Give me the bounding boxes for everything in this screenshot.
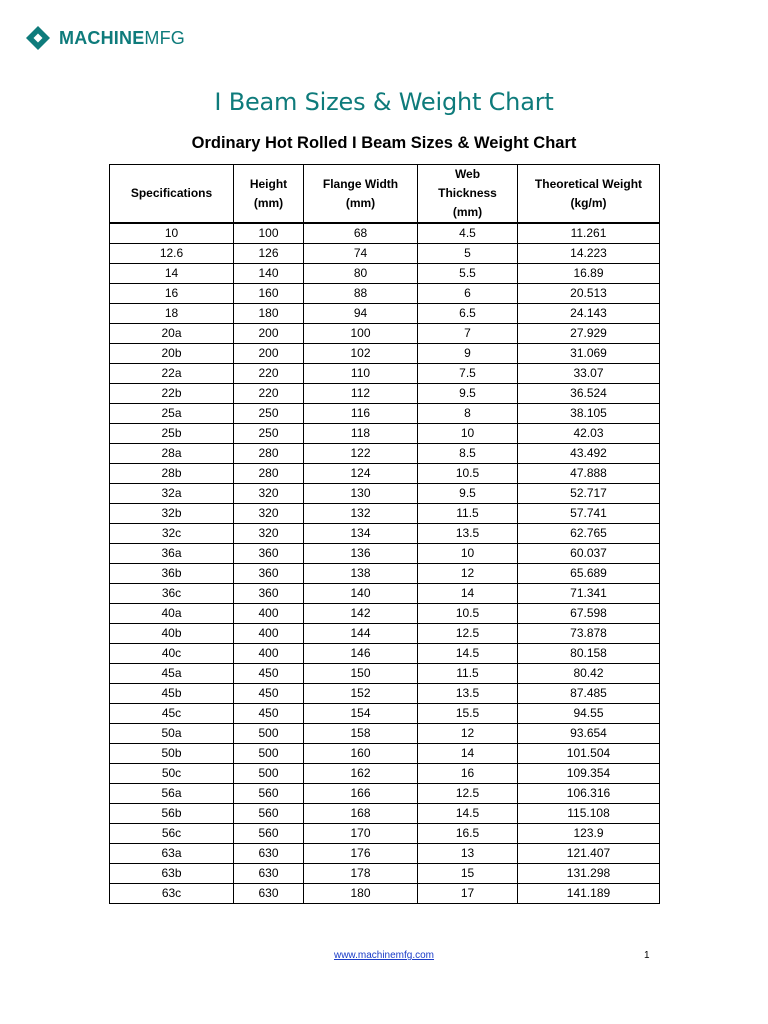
cell-web-thickness: 12 [418,564,518,584]
table-row [110,724,660,744]
cell-flange-width: 166 [304,784,418,804]
cell-height: 180 [234,304,304,324]
cell-height: 320 [234,484,304,504]
cell-theoretical-weight: 80.42 [518,664,660,684]
cell-flange-width: 112 [304,384,418,404]
header-line: Thickness [438,186,497,200]
cell-theoretical-weight: 73.878 [518,624,660,644]
cell-specifications: 22a [110,364,234,384]
cell-web-thickness: 10.5 [418,604,518,624]
cell-web-thickness: 13.5 [418,524,518,544]
cell-height: 100 [234,223,304,244]
cell-height: 630 [234,884,304,904]
diamond-logo-icon [26,26,50,50]
cell-theoretical-weight: 52.717 [518,484,660,504]
cell-web-thickness: 15 [418,864,518,884]
cell-flange-width: 150 [304,664,418,684]
header-line: Flange Width [322,176,399,191]
cell-height: 630 [234,864,304,884]
cell-height: 400 [234,624,304,644]
cell-specifications: 12.6 [110,244,234,264]
cell-specifications: 28a [110,444,234,464]
cell-flange-width: 110 [304,364,418,384]
table-row [110,244,660,264]
cell-web-thickness: 5 [418,244,518,264]
cell-web-thickness: 6.5 [418,304,518,324]
cell-specifications: 50b [110,744,234,764]
cell-flange-width: 146 [304,644,418,664]
cell-specifications: 18 [110,304,234,324]
cell-theoretical-weight: 60.037 [518,544,660,564]
cell-web-thickness: 13 [418,844,518,864]
cell-specifications: 50c [110,764,234,784]
cell-specifications: 36b [110,564,234,584]
table-row [110,264,660,284]
brand-name [59,26,185,50]
cell-web-thickness: 14.5 [418,804,518,824]
table-row [110,824,660,844]
cell-flange-width: 130 [304,484,418,504]
cell-height: 280 [234,444,304,464]
cell-specifications: 56a [110,784,234,804]
cell-height: 450 [234,684,304,704]
cell-web-thickness: 14 [418,744,518,764]
table-row [110,764,660,784]
cell-theoretical-weight: 14.223 [518,244,660,264]
table-row [110,744,660,764]
table-row [110,223,660,244]
cell-height: 450 [234,664,304,684]
page-number: 1 [644,950,650,961]
chart-subtitle: Ordinary Hot Rolled I Beam Sizes & Weight Chart [191,134,577,152]
cell-specifications: 40a [110,604,234,624]
cell-specifications: 45b [110,684,234,704]
cell-specifications: 20a [110,324,234,344]
cell-theoretical-weight: 101.504 [518,744,660,764]
cell-theoretical-weight: 121.407 [518,844,660,864]
table-row [110,384,660,404]
cell-flange-width: 158 [304,724,418,744]
cell-theoretical-weight: 80.158 [518,644,660,664]
cell-specifications: 16 [110,284,234,304]
cell-web-thickness: 9.5 [418,384,518,404]
table-row [110,304,660,324]
cell-web-thickness: 12.5 [418,624,518,644]
cell-flange-width: 102 [304,344,418,364]
cell-web-thickness: 11.5 [418,664,518,684]
header-row [110,165,660,224]
cell-specifications: 36a [110,544,234,564]
header-theoretical-weight [518,165,660,224]
cell-web-thickness: 10 [418,424,518,444]
cell-web-thickness: 9 [418,344,518,364]
cell-flange-width: 142 [304,604,418,624]
cell-height: 250 [234,424,304,444]
cell-theoretical-weight: 33.07 [518,364,660,384]
cell-specifications: 63c [110,884,234,904]
cell-theoretical-weight: 109.354 [518,764,660,784]
cell-height: 450 [234,704,304,724]
table-row [110,404,660,424]
cell-flange-width: 118 [304,424,418,444]
table-body [110,223,660,904]
cell-height: 500 [234,724,304,744]
cell-flange-width: 134 [304,524,418,544]
cell-web-thickness: 12 [418,724,518,744]
cell-theoretical-weight: 123.9 [518,824,660,844]
cell-specifications: 25b [110,424,234,444]
table-row [110,804,660,824]
table-row [110,484,660,504]
table-row [110,864,660,884]
table-row [110,284,660,304]
cell-specifications: 45c [110,704,234,724]
cell-flange-width: 170 [304,824,418,844]
cell-specifications: 22b [110,384,234,404]
cell-web-thickness: 11.5 [418,504,518,524]
cell-flange-width: 132 [304,504,418,524]
cell-theoretical-weight: 94.55 [518,704,660,724]
cell-height: 200 [234,344,304,364]
cell-web-thickness: 12.5 [418,784,518,804]
cell-specifications: 63a [110,844,234,864]
cell-height: 360 [234,584,304,604]
cell-theoretical-weight: 20.513 [518,284,660,304]
table-header [110,165,660,224]
header-specifications [110,165,234,224]
table-row [110,704,660,724]
cell-height: 560 [234,784,304,804]
brand-name-light: MFG [144,28,185,48]
table-row [110,604,660,624]
header-line: Web [454,167,481,181]
cell-flange-width: 116 [304,404,418,424]
table-row [110,884,660,904]
header-line: Height [249,176,288,191]
cell-flange-width: 160 [304,744,418,764]
header-height [234,165,304,224]
brand-name-bold: MACHINE [59,28,145,48]
cell-flange-width: 122 [304,444,418,464]
cell-flange-width: 180 [304,884,418,904]
cell-height: 126 [234,244,304,264]
cell-height: 360 [234,564,304,584]
cell-height: 560 [234,824,304,844]
cell-flange-width: 124 [304,464,418,484]
table-row [110,584,660,604]
cell-specifications: 14 [110,264,234,284]
cell-flange-width: 100 [304,324,418,344]
cell-specifications: 45a [110,664,234,684]
cell-web-thickness: 16.5 [418,824,518,844]
cell-specifications: 56b [110,804,234,824]
cell-theoretical-weight: 57.741 [518,504,660,524]
cell-height: 400 [234,604,304,624]
page-title: I Beam Sizes & Weight Chart [214,88,554,116]
cell-theoretical-weight: 115.108 [518,804,660,824]
cell-flange-width: 140 [304,584,418,604]
cell-theoretical-weight: 31.069 [518,344,660,364]
cell-web-thickness: 6 [418,284,518,304]
cell-flange-width: 88 [304,284,418,304]
cell-flange-width: 68 [304,223,418,244]
cell-flange-width: 80 [304,264,418,284]
table-row [110,844,660,864]
cell-height: 500 [234,744,304,764]
cell-theoretical-weight: 42.03 [518,424,660,444]
cell-flange-width: 136 [304,544,418,564]
header-line: (mm) [253,195,284,210]
table-row [110,544,660,564]
cell-flange-width: 74 [304,244,418,264]
table-row [110,564,660,584]
table-row [110,664,660,684]
cell-web-thickness: 16 [418,764,518,784]
table-row [110,524,660,544]
cell-flange-width: 152 [304,684,418,704]
cell-specifications: 56c [110,824,234,844]
cell-flange-width: 178 [304,864,418,884]
cell-specifications: 36c [110,584,234,604]
table-row [110,424,660,444]
table-row [110,444,660,464]
cell-web-thickness: 9.5 [418,484,518,504]
cell-height: 250 [234,404,304,424]
footer-website-link[interactable]: www.machinemfg.com [333,950,435,961]
cell-specifications: 63b [110,864,234,884]
cell-web-thickness: 14.5 [418,644,518,664]
cell-web-thickness: 4.5 [418,223,518,244]
ibeam-table [109,164,660,904]
brand-logo [26,26,185,50]
cell-height: 140 [234,264,304,284]
cell-web-thickness: 8 [418,404,518,424]
cell-theoretical-weight: 141.189 [518,884,660,904]
cell-theoretical-weight: 24.143 [518,304,660,324]
cell-flange-width: 154 [304,704,418,724]
cell-height: 160 [234,284,304,304]
cell-web-thickness: 13.5 [418,684,518,704]
cell-web-thickness: 5.5 [418,264,518,284]
cell-flange-width: 94 [304,304,418,324]
table-row [110,344,660,364]
cell-specifications: 32b [110,504,234,524]
cell-height: 360 [234,544,304,564]
cell-theoretical-weight: 43.492 [518,444,660,464]
cell-height: 220 [234,384,304,404]
cell-specifications: 40c [110,644,234,664]
cell-web-thickness: 15.5 [418,704,518,724]
cell-height: 400 [234,644,304,664]
cell-specifications: 25a [110,404,234,424]
cell-flange-width: 138 [304,564,418,584]
header-line: (mm) [345,195,376,210]
cell-height: 560 [234,804,304,824]
table-row [110,324,660,344]
cell-theoretical-weight: 87.485 [518,684,660,704]
table-row [110,624,660,644]
cell-theoretical-weight: 47.888 [518,464,660,484]
cell-theoretical-weight: 131.298 [518,864,660,884]
cell-flange-width: 144 [304,624,418,644]
cell-specifications: 20b [110,344,234,364]
cell-theoretical-weight: 71.341 [518,584,660,604]
table-row [110,364,660,384]
header-web-thickness [418,165,518,224]
cell-web-thickness: 17 [418,884,518,904]
cell-web-thickness: 10.5 [418,464,518,484]
cell-flange-width: 168 [304,804,418,824]
cell-web-thickness: 7.5 [418,364,518,384]
table-row [110,784,660,804]
cell-theoretical-weight: 106.316 [518,784,660,804]
cell-theoretical-weight: 36.524 [518,384,660,404]
cell-specifications: 28b [110,464,234,484]
cell-specifications: 50a [110,724,234,744]
cell-height: 220 [234,364,304,384]
header-line: (kg/m) [570,195,607,210]
header-flange-width [304,165,418,224]
cell-flange-width: 162 [304,764,418,784]
cell-specifications: 32a [110,484,234,504]
header-line: (mm) [452,205,483,219]
cell-theoretical-weight: 16.89 [518,264,660,284]
cell-height: 320 [234,524,304,544]
cell-specifications: 32c [110,524,234,544]
cell-web-thickness: 8.5 [418,444,518,464]
cell-height: 200 [234,324,304,344]
cell-height: 280 [234,464,304,484]
cell-theoretical-weight: 67.598 [518,604,660,624]
cell-theoretical-weight: 93.654 [518,724,660,744]
cell-web-thickness: 10 [418,544,518,564]
cell-specifications: 10 [110,223,234,244]
cell-flange-width: 176 [304,844,418,864]
header-line: Specifications [130,186,213,200]
cell-theoretical-weight: 38.105 [518,404,660,424]
cell-theoretical-weight: 11.261 [518,223,660,244]
table-row [110,684,660,704]
cell-height: 630 [234,844,304,864]
header-line: Theoretical Weight [534,176,643,191]
table-row [110,644,660,664]
table-row [110,464,660,484]
table-row [110,504,660,524]
cell-web-thickness: 7 [418,324,518,344]
cell-theoretical-weight: 65.689 [518,564,660,584]
cell-web-thickness: 14 [418,584,518,604]
cell-theoretical-weight: 27.929 [518,324,660,344]
cell-theoretical-weight: 62.765 [518,524,660,544]
cell-height: 320 [234,504,304,524]
cell-specifications: 40b [110,624,234,644]
cell-height: 500 [234,764,304,784]
